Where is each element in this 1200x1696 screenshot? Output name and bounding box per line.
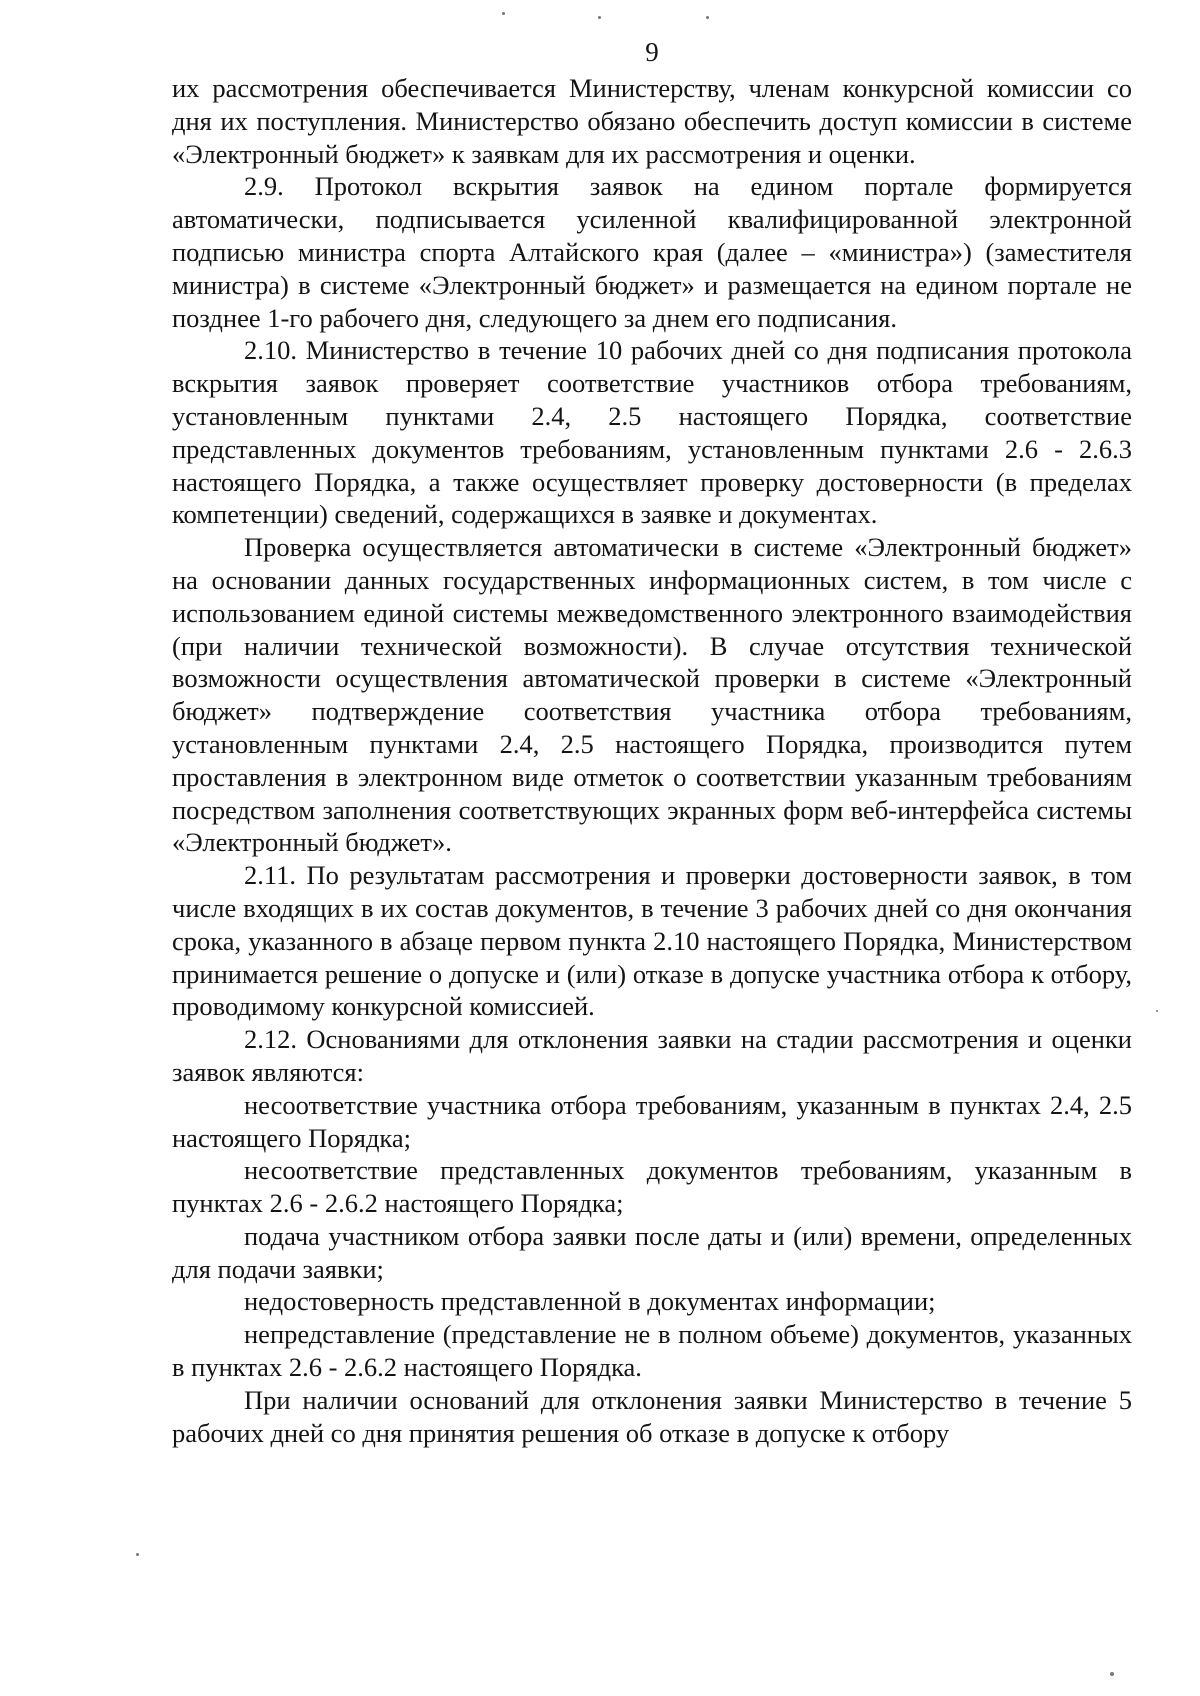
list-item-reason-4: недостоверность представленной в документах информации; <box>244 1286 936 1317</box>
list-item-reason-2: несоответствие представленных документов требованиям, указанным в пунктах 2.6 - 2.6.2 настоящего Порядка; <box>172 1155 1132 1219</box>
list-item-reason-1: несоответствие участника отбора требованиям, указанным в пунктах 2.4, 2.5 настоящего Порядка; <box>172 1089 1132 1153</box>
scan-speck <box>136 1553 139 1556</box>
page-number: 9 <box>645 37 659 67</box>
list-item-reason-5: непредставление (представление не в полном объеме) документов, указанных в пунктах 2.6 - 2.6.2 настоящего Порядка. <box>172 1319 1132 1383</box>
scan-speck <box>1110 1672 1114 1676</box>
scan-speck <box>598 16 601 19</box>
paragraph-2-12: 2.12. Основаниями для отклонения заявки на стадии рассмотрения и оценки заявок являются: <box>172 1024 1132 1087</box>
list-item-reason-3: подача участником отбора заявки после даты и (или) времени, определенных для подачи заявки; <box>172 1220 1132 1284</box>
paragraph-rejection: При наличии оснований для отклонения заявки Министерство в течение 5 рабочих дней со дня принятия решения об отказе в допуске к отбору <box>172 1384 1132 1448</box>
scan-speck <box>502 12 505 15</box>
scan-speck <box>1156 1010 1158 1012</box>
paragraph-2-11: 2.11. По результатам рассмотрения и проверки достоверности заявок, в том числе входящих в их состав документов, в течение 3 рабочих дней со дня окончания срока, указанного в абзаце первом пункта 2.10 настоящего Порядка, Министерством принимается решение о допуске и (или) отказе в допуске участника отбора к отбору, проводимому конкурсной комиссией. <box>172 860 1132 1022</box>
paragraph-verification: Проверка осуществляется автоматически в системе «Электронный бюджет» на основании данных государственных информационных систем, в том числе с использованием единой системы межведомственного электронного взаимодействия (при наличии технической возможности). В случае отсутствия технической возможности осуществления автоматической проверки в системе «Электронный бюджет» подтверждение соответствия участника отбора требованиям, установленным пунктами 2.4, 2.5 настоящего Порядка, производится путем проставления в электронном виде отметок о соответствии указанным требованиям посредством заполнения соответствующих экранных форм веб-интерфейса системы «Электронный бюджет». <box>172 532 1132 858</box>
paragraph-2-10: 2.10. Министерство в течение 10 рабочих дней со дня подписания протокола вскрытия заявок проверяет соответствие участников отбора требованиям, установленным пунктами 2.4, 2.5 настоящего Порядка, соответствие представленных документов требованиям, установленным пунктами 2.6 - 2.6.3 настоящего Порядка, а также осуществляет проверку достоверности (в пределах компетенции) сведений, содержащихся в заявке и документах. <box>172 335 1132 530</box>
paragraph-continuation: их рассмотрения обеспечивается Министерству, членам конкурсной комиссии со дня их поступления. Министерство обязано обеспечить доступ комиссии в системе «Электронный бюджет» к заявкам для их рассмотрения и оценки. <box>172 73 1132 169</box>
scan-speck <box>706 16 709 19</box>
paragraph-2-9: 2.9. Протокол вскрытия заявок на едином портале формируется автоматически, подписывается усиленной квалифицированной электронной подписью министра спорта Алтайского края (далее – «министра») (заместителя министра) в системе «Электронный бюджет» и размещается на едином портале не позднее 1-го рабочего дня, следующего за днем его подписания. <box>172 171 1132 333</box>
